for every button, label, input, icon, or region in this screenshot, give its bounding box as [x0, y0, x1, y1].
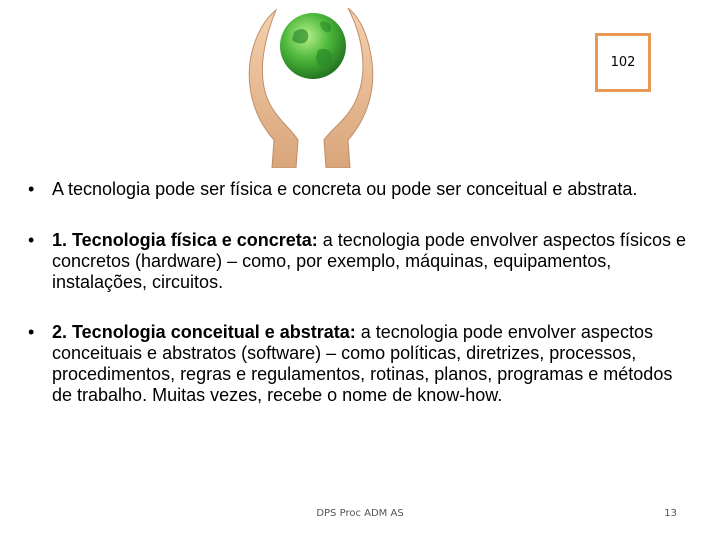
bullet-list	[28, 179, 688, 406]
bullet-marker: •	[28, 322, 35, 342]
bullet-item	[28, 322, 688, 406]
bullet-text: A tecnologia pode ser física e concreta ou pode ser conceitual e abstrata.	[52, 179, 638, 199]
slide-number: 13	[664, 508, 677, 519]
bullet-item	[28, 179, 688, 200]
footer-label: DPS Proc ADM AS	[316, 508, 404, 519]
bullet-marker: •	[28, 230, 35, 250]
bullet-text: a tecnologia pode envolver aspectos conceituais e abstratos (software) – como políticas, diretrizes, processos, procedimentos, regras e regulamentos, rotinas, planos, programas e métodos de trabalho. Muitas vezes, recebe o nome de know-how.	[52, 322, 673, 405]
page-number-box-label: 102	[610, 55, 636, 70]
bullet-marker: •	[28, 179, 35, 199]
bullet-heading: 2. Tecnologia conceitual e abstrata:	[52, 322, 356, 342]
hands-holding-globe-icon	[236, 0, 386, 168]
bullet-text: a tecnologia pode envolver aspectos físicos e concretos (hardware) – como, por exemplo, máquinas, equipamentos, instalações, circuitos.	[52, 230, 686, 292]
bullet-item	[28, 230, 688, 293]
page-number-box	[595, 33, 651, 92]
bullet-heading: 1. Tecnologia física e concreta:	[52, 230, 318, 250]
